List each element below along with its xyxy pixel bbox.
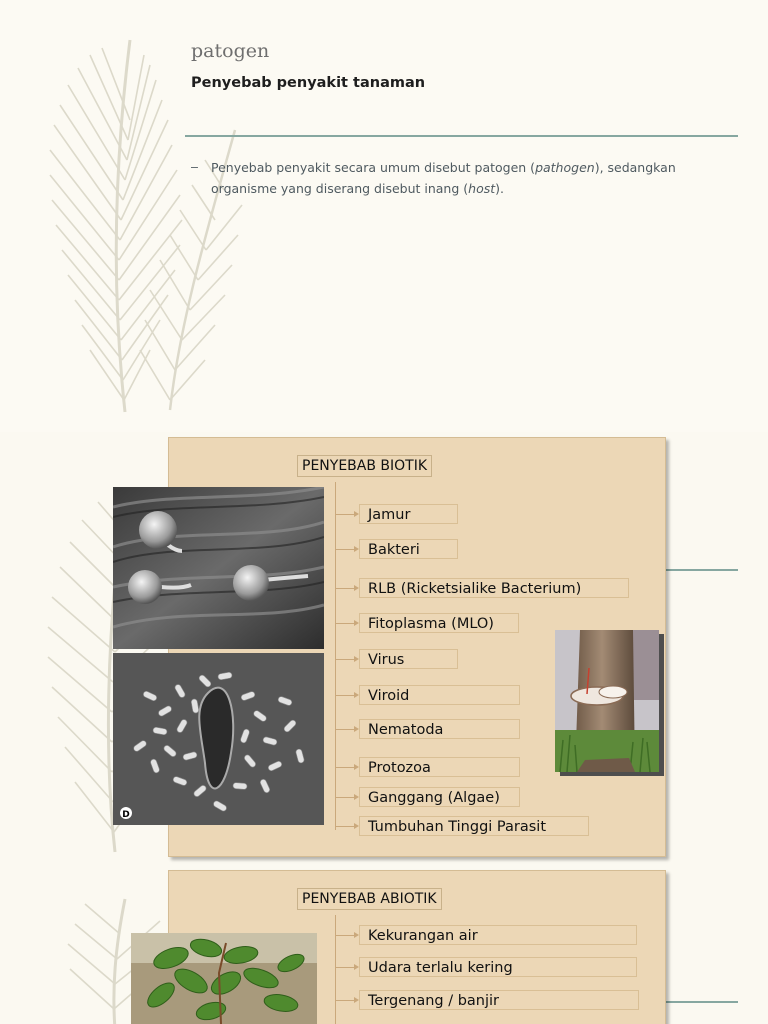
title-divider [185, 135, 738, 137]
slide-penyebab-abiotik [0, 864, 768, 1024]
bracket-fungus-tree-image [555, 630, 659, 772]
biotik-item-jamur: Jamur [359, 504, 458, 524]
biotik-item-virus: Virus [359, 649, 458, 669]
connector-arrow [335, 659, 355, 660]
connector-arrow [335, 767, 355, 768]
biotik-item-viroid: Viroid [359, 685, 520, 705]
bullet-italic-pathogen: pathogen [535, 160, 595, 175]
connector-arrow [335, 549, 355, 550]
connector-arrow [335, 729, 355, 730]
plant-leaves-image [131, 933, 317, 1024]
bullet-dash: – [191, 160, 198, 174]
connector-arrow [335, 935, 355, 936]
slide-title: patogen [191, 40, 270, 62]
biotik-item-rlb: RLB (Ricketsialike Bacterium) [359, 578, 629, 598]
connector-arrow [335, 797, 355, 798]
abiotik-heading: PENYEBAB ABIOTIK [297, 888, 442, 910]
bacteria-micrograph-image [113, 653, 324, 825]
biotik-item-tumbuhan: Tumbuhan Tinggi Parasit [359, 816, 589, 836]
accent-line [664, 1001, 738, 1003]
connector-arrow [335, 967, 355, 968]
abiotik-item-tergenang: Tergenang / banjir [359, 990, 639, 1010]
bullet-text-part: ), sedangkan organisme yang diserang disebut inang ( [211, 160, 676, 196]
biotik-heading: PENYEBAB BIOTIK [297, 455, 432, 477]
connector-trunk [335, 915, 336, 1024]
bullet-text [211, 157, 711, 199]
bullet-text-part: Penyebab penyakit secara umum disebut patogen ( [211, 160, 536, 175]
connector-arrow [335, 623, 355, 624]
slide-subtitle: Penyebab penyakit tanaman [191, 75, 426, 91]
photo-label-d: D [122, 810, 130, 820]
abiotik-item-kekurangan-air: Kekurangan air [359, 925, 637, 945]
connector-arrow [335, 826, 355, 827]
connector-arrow [335, 588, 355, 589]
fungus-spores-image [113, 487, 324, 649]
slide-patogen [0, 0, 768, 432]
accent-line [664, 569, 738, 571]
biotik-item-ganggang: Ganggang (Algae) [359, 787, 520, 807]
biotik-item-protozoa: Protozoa [359, 757, 520, 777]
connector-arrow [335, 514, 355, 515]
bullet-italic-host: host [468, 181, 496, 196]
connector-trunk [335, 482, 336, 830]
bullet-text-part: ). [495, 181, 504, 196]
connector-arrow [335, 1000, 355, 1001]
connector-arrow [335, 695, 355, 696]
biotik-item-bakteri: Bakteri [359, 539, 458, 559]
abiotik-item-udara-kering: Udara terlalu kering [359, 957, 637, 977]
biotik-item-fitoplasma: Fitoplasma (MLO) [359, 613, 519, 633]
slide-penyebab-biotik [0, 432, 768, 864]
biotik-item-nematoda: Nematoda [359, 719, 520, 739]
